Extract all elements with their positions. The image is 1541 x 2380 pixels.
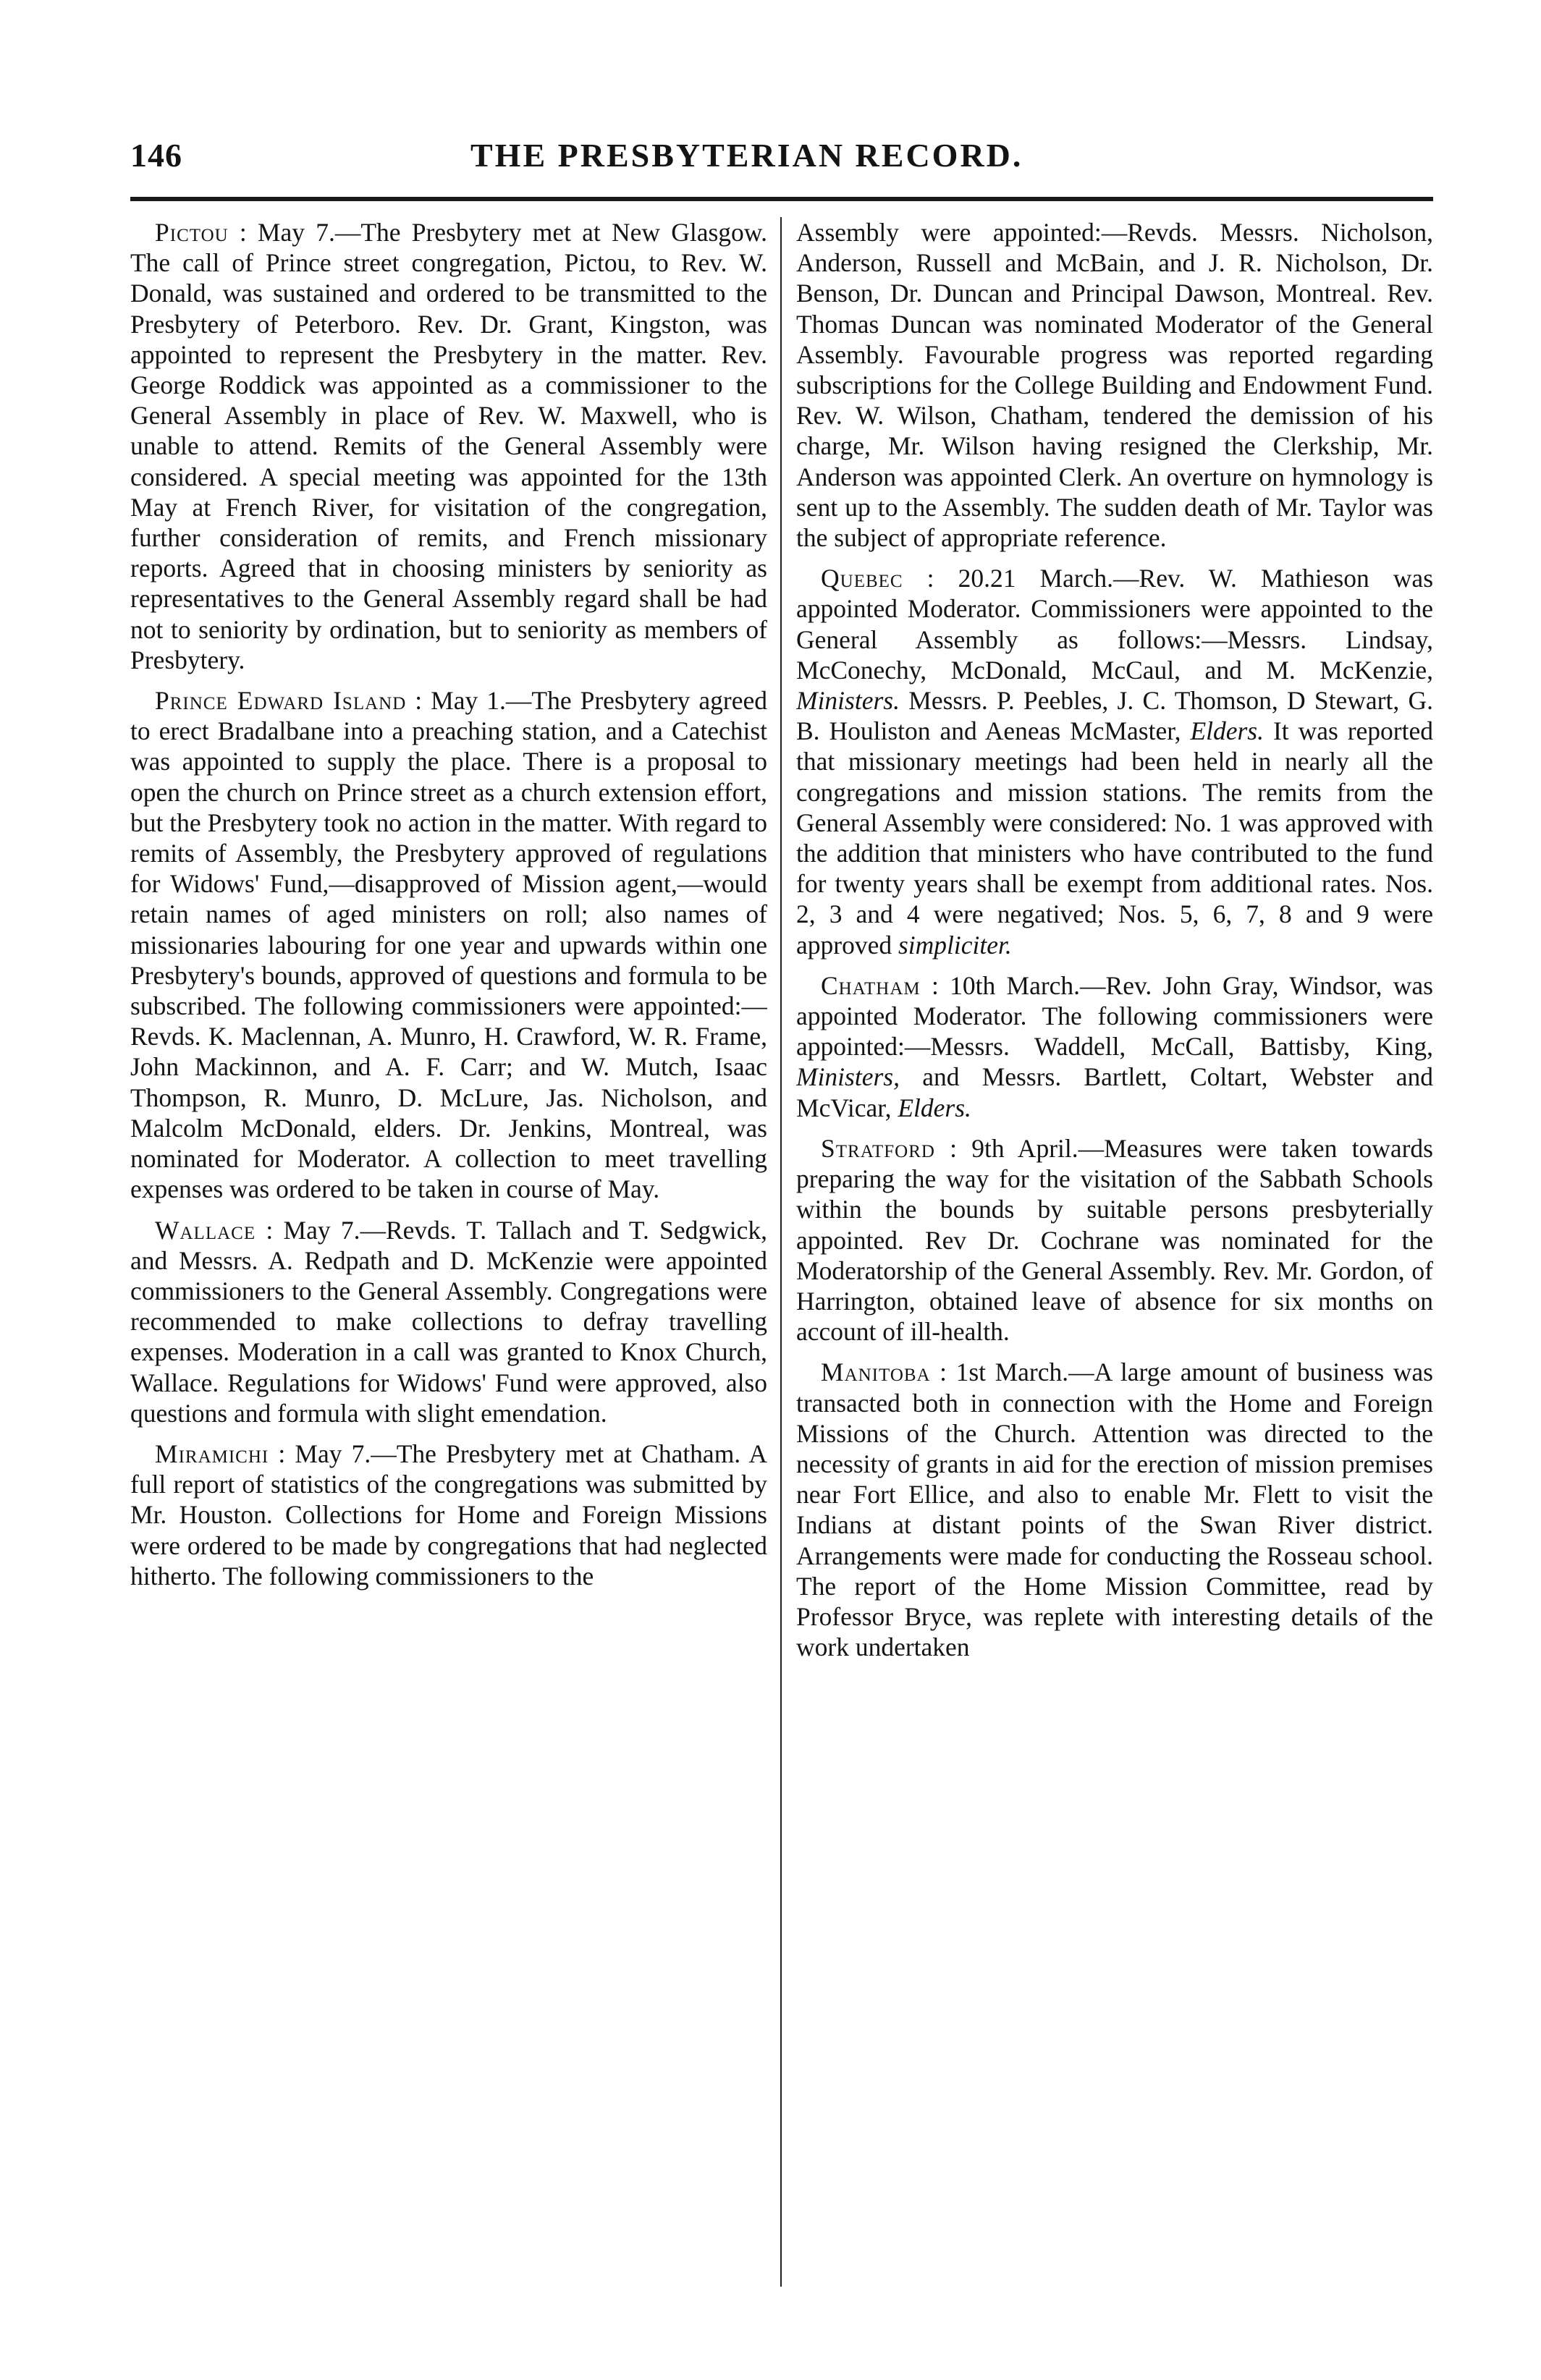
report-miramichi-continued [796, 217, 1433, 553]
report-text: : May 1.—The Presbytery agreed to erect Bradalbane into a preaching station, and a Catechist was appointed to supply the place. There is a proposal to open the church on Prince street as a church extension effort, but the Presbytery took no action in the matter. With regard to remits of Assembly, the Presbytery approved of regulations for Widows' Fund,—disapproved of Mission agent,—would retain names of aged ministers on roll; also names of missionaries labouring for one year and upwards within one Presbytery's bounds, approved of questions and formula to be subscribed. The following commissioners were appointed:—Revds. K. Maclennan, A. Munro, H. Crawford, W. R. Frame, John Mackinnon, and A. F. Carr; and W. Mutch, Isaac Thompson, R. Munro, D. McLure, Jas. Nicholson, and Malcolm McDonald, elders. Dr. Jenkins, Montreal, was nominated for Moderator. A collection to meet travelling expenses was ordered to be taken in course of May. [130, 686, 767, 1204]
page-number: 146 [130, 137, 182, 174]
page-header [130, 136, 1433, 187]
report-heading: Pictou [155, 218, 229, 247]
report-manitoba [796, 1357, 1433, 1662]
report-heading: Prince Edward Island [155, 686, 407, 716]
report-text: : 20.21 March.—Rev. W. Mathieson was appointed Moderator. Commissioners were appointed to the General Assembly as follows:—Messrs. Lindsay, McConechy, McDonald, McCaul, and M. McKenzie, [796, 564, 1433, 685]
report-heading: Chatham [821, 970, 921, 1000]
report-miramichi [130, 1439, 767, 1591]
report-text: : 10th March.—Rev. John Gray, Windsor, was appointed Moderator. The following commissioners were appointed:—Messrs. Waddell, McCall, Battisby, King, [796, 970, 1433, 1062]
report-text: Messrs. P. Peebles, J. C. Thomson, D Stewart, G. B. Houliston and Aeneas McMaster, [796, 686, 1433, 746]
report-heading: Miramichi [155, 1439, 269, 1468]
report-text: : May 7.—The Presbytery met at New Glasgow. The call of Prince street congregation, Pictou, to Rev. W. Donald, was sustained and ordered to be transmitted to the Presbytery of Peterboro. Rev. Dr. Grant, Kingston, was appointed to represent the Presbytery in the matter. Rev. George Roddick was appointed as a commissioner to the General Assembly in place of Rev. W. Maxwell, who is unable to attend. Remits of the General Assembly were considered. A special meeting was appointed for the 13th May at French River, for visitation of the congregation, further consideration of remits, and French missionary reports. Agreed that in choosing ministers by seniority as representatives to the General Assembly regard shall be had not to seniority by ordination, but to seniority as members of Presbytery. [130, 218, 767, 674]
report-text: and Messrs. Bartlett, Coltart, Webster and McVicar, [796, 1062, 1433, 1122]
report-chatham [796, 970, 1433, 1123]
report-heading: Manitoba [821, 1358, 931, 1387]
report-prince-edward-island [130, 685, 767, 1204]
report-heading: Stratford [821, 1133, 935, 1163]
report-heading: Quebec [821, 564, 903, 593]
left-column [130, 217, 767, 2330]
report-text: : May 7.—The Presbytery met at Chatham. A full report of statistics of the congregations was submitted by Mr. Houston. Collections for Home and Foreign Missions were ordered to be made by congregations that had neglected hitherto. The following commissioners to the [130, 1439, 767, 1591]
report-text: : May 7.—Revds. T. Tallach and T. Sedgwick, and Messrs. A. Redpath and D. McKenzie were appointed commissioners to the General Assembly. Congregations were recommended to make collections to defray travelling expenses. Moderation in a call was granted to Knox Church, Wallace. Regulations for Widows' Fund were approved, also questions and formula with slight emendation. [130, 1215, 767, 1428]
report-stratford [796, 1133, 1433, 1347]
report-wallace [130, 1215, 767, 1428]
ministers-label: Ministers, [796, 1062, 900, 1092]
report-text: : 1st March.—A large amount of business was transacted both in connection with the Home and Foreign Missions of the Church. Attention was directed to the necessity of grants in aid for the erection of mission premises near Fort Ellice, and also to enable Mr. Flett to visit the Indians at distant points of the Swan River district. Arrangements were made for conducting the Rosseau school. The report of the Home Mission Committee, read by Professor Bryce, was replete with interesting details of the work undertaken [796, 1358, 1433, 1662]
ministers-label: Ministers. [796, 686, 900, 716]
report-quebec [796, 563, 1433, 960]
report-pictou [130, 217, 767, 675]
report-text: : 9th April.—Measures were taken towards preparing the way for the visitation of the Sabbath Schools within the bounds by suitable persons presbyterially appointed. Rev Dr. Cochrane was nominated for the Moderatorship of the General Assembly. Rev. Mr. Gordon, of Harrington, obtained leave of absence for six months on account of ill-health. [796, 1133, 1433, 1347]
right-column [796, 217, 1433, 2330]
report-text: It was reported that missionary meetings had been held in nearly all the congregations and mission stations. The remits from the General Assembly were considered: No. 1 was approved with the addition that ministers who have contributed to the fund for twenty years shall be exempt from additional rates. Nos. 2, 3 and 4 were negatived; Nos. 5, 6, 7, 8 and 9 were approved [796, 716, 1433, 960]
report-heading: Wallace [155, 1215, 256, 1245]
running-title: THE PRESBYTERIAN RECORD. [470, 137, 1023, 174]
header-rule [130, 197, 1433, 201]
elders-label: Elders. [1190, 716, 1264, 746]
simpliciter-label: simpliciter. [898, 930, 1012, 960]
column-divider [780, 217, 782, 2287]
report-text: Assembly were appointed:—Revds. Messrs. Nicholson, Anderson, Russell and McBain, and J. R. Nicholson, Dr. Benson, Dr. Duncan and Principal Dawson, Montreal. Rev. Thomas Duncan was nominated Moderator of the General Assembly. Favourable progress was reported regarding subscriptions for the College Building and Endowment Fund. Rev. W. Wilson, Chatham, tendered the demission of his charge, Mr. Wilson having resigned the Clerkship, Mr. Anderson was appointed Clerk. An overture on hymnology is sent up to the Assembly. The sudden death of Mr. Taylor was the subject of appropriate reference. [796, 218, 1433, 553]
elders-label: Elders. [898, 1093, 971, 1122]
